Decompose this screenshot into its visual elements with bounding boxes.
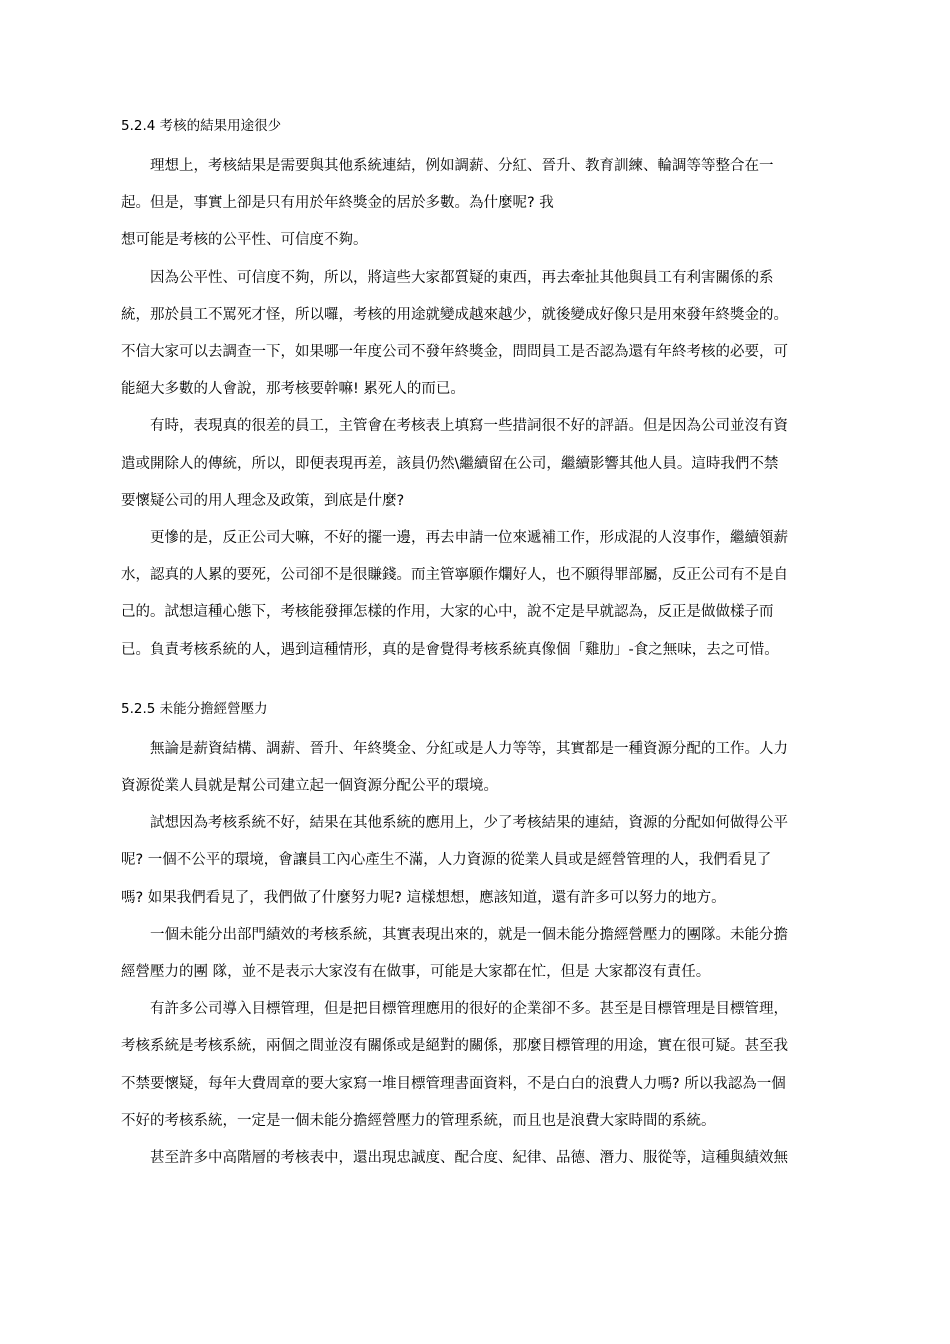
paragraph	[121, 408, 855, 520]
paragraph-line: 因為公平性、可信度不夠，所以，將這些大家都質疑的東西，再去牽扯其他與員工有利害關係的系	[150, 269, 774, 286]
paragraph-line: 遣或開除人的傳統，所以，即便表現再差，該員仍然\繼續留在公司，繼續影響其他人員。這時我們不禁	[121, 455, 779, 472]
paragraph-line: 統，那於員工不罵死才怪，所以囉，考核的用途就變成越來越少，就後變成好像只是用來發年終獎金的。	[121, 306, 788, 323]
section-heading-5-2-4: 5.2.4 考核的結果用途很少	[121, 118, 282, 134]
paragraph-line: 理想上，考核結果是需要與其他系統連結，例如調薪、分紅、晉升、教育訓練、輪調等等整合在一	[150, 158, 774, 174]
paragraph-line: 嗎? 如果我們看見了，我們做了什麼努力呢? 這樣想想，應該知道，還有許多可以努力的地方。	[121, 889, 726, 906]
paragraph	[121, 805, 855, 917]
paragraph	[121, 520, 855, 669]
paragraph-line: 水，認真的人累的要死，公司卻不是很賺錢。而主管寧願作爛好人，也不願得罪部屬，反正公司有不是自	[121, 567, 788, 584]
paragraph	[121, 148, 855, 260]
spacer	[121, 669, 855, 695]
paragraph-line: 不禁要懷疑，每年大費周章的要大家寫一堆目標管理書面資料，不是白白的浪費人力嗎? 所以我認為一個	[121, 1075, 786, 1092]
paragraph-line: 已。負責考核系統的人，遇到這種情形，真的是會覺得考核系統真像個「雞肋」-食之無味，去之可惜。	[121, 641, 779, 658]
paragraph-line: 不好的考核系統，一定是一個未能分擔經營壓力的管理系統，而且也是浪費大家時間的系統。	[121, 1112, 716, 1129]
paragraph-line: 要懷疑公司的用人理念及政策，到底是什麼?	[121, 492, 405, 509]
section-heading-5-2-5: 5.2.5 未能分擔經營壓力	[121, 700, 268, 717]
paragraph-line: 試想因為考核系統不好，結果在其他系統的應用上，少了考核結果的連結，資源的分配如何做得公平	[150, 815, 788, 832]
paragraph-line: 考核系統是考核系統，兩個之間並沒有關係或是絕對的關係，那麼目標管理的用途，實在很可疑。甚至我	[121, 1038, 788, 1055]
paragraph-line: 甚至許多中高階層的考核表中，還出現忠誠度、配合度、紀律、品德、潛力、服從等，這種與績效無	[150, 1150, 788, 1167]
paragraph-line: 更慘的是，反正公司大嘛，不好的擺一邊，再去申請一位來遞補工作，形成混的人沒事作，繼續領薪	[150, 530, 788, 547]
paragraph-line: 有時，表現真的很差的員工，主管會在考核表上填寫一些措詞很不好的評語。但是因為公司並沒有資	[150, 418, 788, 435]
document-body	[121, 112, 855, 1177]
paragraph	[121, 1140, 855, 1177]
paragraph-line: 有許多公司導入目標管理，但是把目標管理應用的很好的企業卻不多。甚至是目標管理是目標管理，	[150, 1001, 788, 1018]
paragraph-line: 己的。試想這種心態下，考核能發揮怎樣的作用，大家的心中，說不定是早就認為，反正是做做樣子而	[121, 604, 774, 621]
paragraph	[121, 731, 855, 805]
paragraph-line: 資源從業人員就是幫公司建立起一個資源分配公平的環境。	[121, 778, 498, 795]
spacer	[121, 140, 855, 148]
paragraph	[121, 991, 855, 1140]
paragraph-line: 無論是薪資結構、調薪、晉升、年終獎金、分紅或是人力等等，其實都是一種資源分配的工作。人力	[150, 740, 788, 757]
spacer	[121, 723, 855, 731]
paragraph-line: 不信大家可以去調查一下，如果哪一年度公司不發年終獎金，問問員工是否認為還有年終考核的必要，可	[121, 344, 788, 361]
paragraph-line: 經營壓力的團 隊，並不是表示大家沒有在做事，可能是大家都在忙，但是 大家都沒有責任。	[121, 964, 711, 981]
paragraph-line: 能絕大多數的人會說，那考核要幹嘛! 累死人的而已。	[121, 381, 465, 398]
paragraph-line: 想可能是考核的公平性、可信度不夠。	[121, 232, 368, 249]
paragraph-line: 一個未能分出部門績效的考核系統，其實表現出來的，就是一個未能分擔經營壓力的團隊。未能分擔	[150, 926, 788, 943]
paragraph-line: 呢? 一個不公平的環境，會讓員工內心產生不滿，人力資源的從業人員或是經營管理的人，我們看見了	[121, 852, 772, 869]
paragraph	[121, 917, 855, 991]
paragraph-line: 起。但是，事實上卻是只有用於年終獎金的居於多數。為什麼呢? 我	[121, 195, 554, 212]
paragraph	[121, 260, 855, 409]
